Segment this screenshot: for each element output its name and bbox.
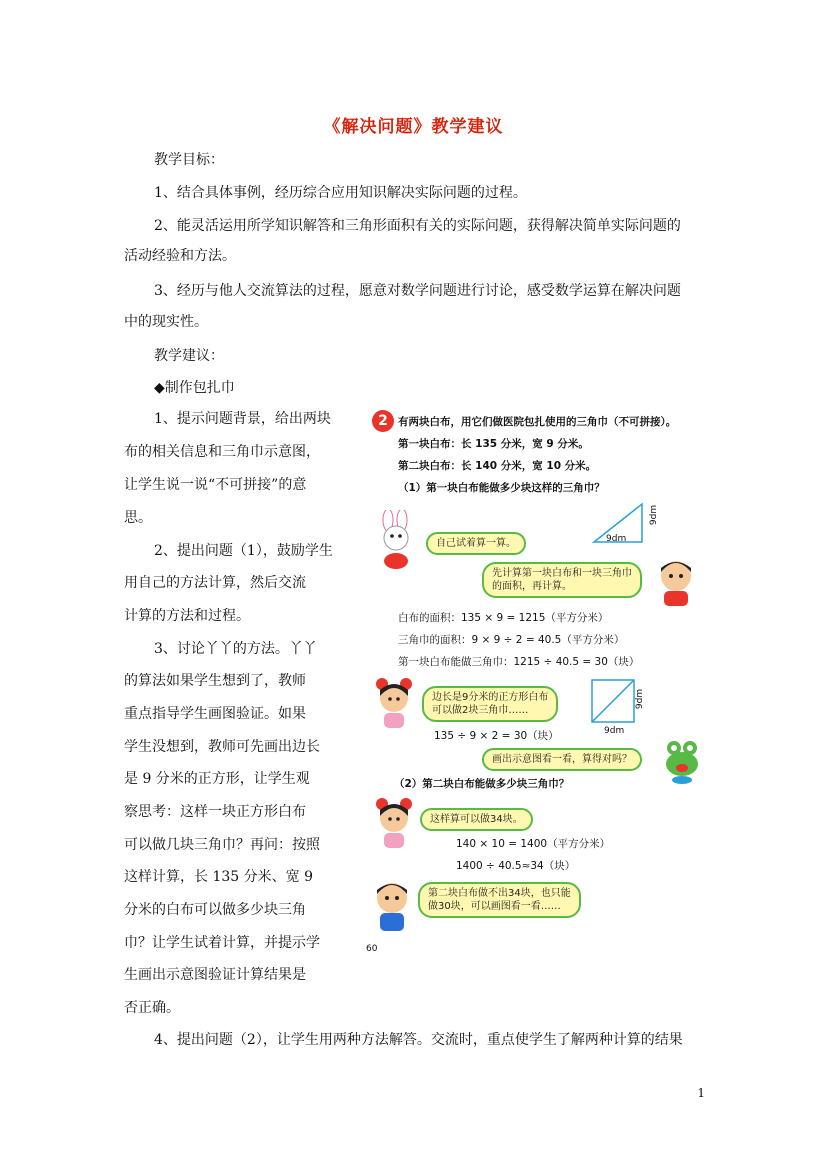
boy-character [654,556,698,608]
advice-line: 巾？让学生试着计算，并提示学 [124,935,320,951]
square-diagram [590,678,640,728]
advice-line: 的算法如果学生想到了，教师 [124,673,306,689]
speech-bubble-girl-2: 这样算可以做34块。 [420,808,533,831]
girl-character [372,676,416,730]
figure-intro: 有两块白布，用它们做医院包扎使用的三角巾（不可拼接）。 [398,416,677,428]
speech-bubble-boy-1: 先计算第一块白布和一块三角巾 的面积，再计算。 [482,562,642,598]
advice-line: 让学生说一说“不可拼接”的意 [124,477,307,493]
dim-label-bottom-2: 9dm [604,726,625,736]
calc-line-5: 140 × 10 = 1400（平方分米） [456,838,611,850]
calc-line-2: 三角巾的面积：9 × 9 ÷ 2 = 40.5（平方分米） [398,634,625,646]
section-title: ◆制作包扎巾 [154,380,235,396]
advice-line: 计算的方法和过程。 [124,608,250,624]
speech-bubble-rabbit: 自己试着算一算。 [426,532,526,555]
calc-line-1: 白布的面积：135 × 9 = 1215（平方分米） [398,612,609,624]
calc-line-6: 1400 ÷ 40.5≈34（块） [456,860,576,872]
speech-bubble-frog: 画出示意图看一看，算得对吗？ [482,748,642,771]
advice-line: 察思考：这样一块正方形白布 [124,804,306,820]
advice-heading: 教学建议： [154,348,224,364]
advice-line: 否正确。 [124,1000,180,1016]
page-title: 《解决问题》教学建议 [323,117,504,137]
girl-character-2 [372,796,416,850]
advice-line: 用自己的方法计算，然后交流 [124,575,306,591]
goals-heading: 教学目标： [154,152,224,168]
figure-question-1: （1）第一块白布能做多少块这样的三角巾？ [398,482,605,494]
rabbit-character [370,510,424,570]
textbook-figure [364,404,710,962]
figure-cloth2: 第二块白布：长 140 分米，宽 10 分米。 [398,460,597,472]
problem-number-badge: 2 [372,410,394,432]
advice-line: 1、提示问题背景，给出两块 [154,411,331,427]
speech-bubble-girl-1: 边长是9分米的正方形白布 可以做2块三角巾…… [422,686,558,722]
calc-line-4: 135 ÷ 9 × 2 = 30（块） [434,730,559,742]
book-page-number: 60 [366,944,378,954]
boy-character-2 [370,878,414,934]
dim-label-side: 9dm [649,504,660,526]
page-number: 1 [697,1086,705,1100]
goal-1: 1、结合具体事例，经历综合应用知识解决实际问题的过程。 [154,185,527,201]
advice-line: 思。 [124,510,152,526]
advice-line: 3、讨论丫丫的方法。丫丫 [154,641,317,657]
advice-line: 学生没想到，教师可先画出边长 [124,739,320,755]
calc-line-3: 第一块白布能做三角巾：1215 ÷ 40.5 = 30（块） [398,656,640,668]
figure-cloth1: 第一块白布：长 135 分米，宽 9 分米。 [398,438,589,450]
advice-line: 是 9 分米的正方形，让学生观 [124,771,310,787]
advice-line: 2、提出问题（1），鼓励学生 [154,543,333,559]
goal-3-cont: 中的现实性。 [124,314,208,330]
advice-line: 生画出示意图验证计算结果是 [124,967,306,983]
advice-line: 布的相关信息和三角巾示意图， [124,444,320,460]
advice-line: 分米的白布可以做多少块三角 [124,902,306,918]
speech-bubble-boy-2: 第二块白布做不出34块，也只能 做30块，可以画图看一看…… [418,882,581,918]
advice-line: 这样计算，长 135 分米、宽 9 [124,869,313,885]
goal-2-cont: 活动经验和方法。 [124,248,236,264]
advice-line: 可以做几块三角巾？再问：按照 [124,837,320,853]
dim-label-side-2: 9dm [635,688,646,710]
frog-character [662,740,702,784]
goal-3: 3、经历与他人交流算法的过程，愿意对数学问题进行讨论，感受数学运算在解决问题 [154,283,681,299]
advice-line: 重点指导学生画图验证。如果 [124,706,306,722]
figure-question-2: （2）第二块白布能做多少块三角巾？ [394,778,570,790]
dim-label-bottom: 9dm [606,534,627,544]
final-paragraph: 4、提出问题（2），让学生用两种方法解答。交流时，重点使学生了解两种计算的结果 [154,1032,683,1048]
goal-2: 2、能灵活运用所学知识解答和三角形面积有关的实际问题，获得解决简单实际问题的 [154,218,681,234]
